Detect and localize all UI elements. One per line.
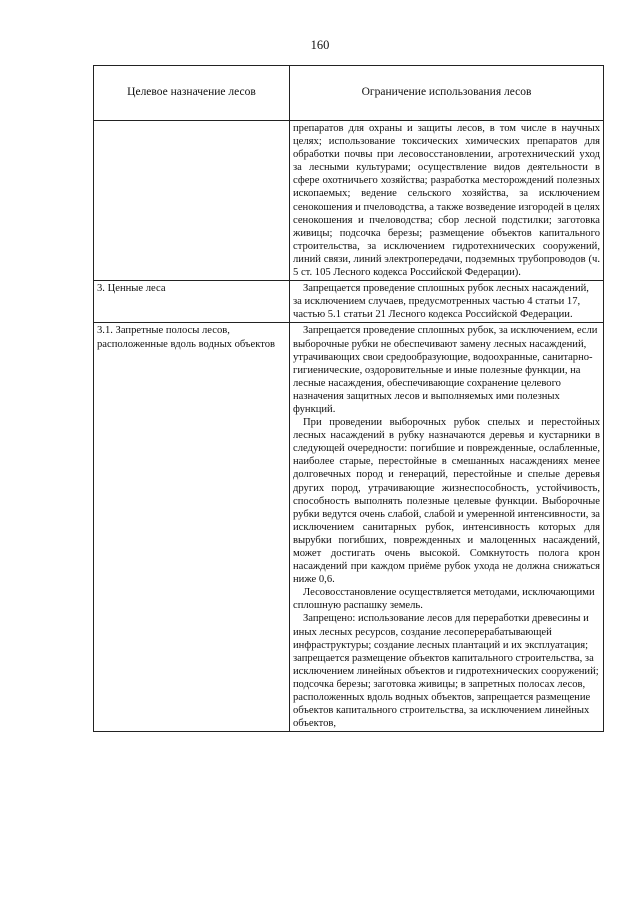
restriction-paragraph: Лесовосстановление осуществляется методами, исключающими сплошную распашку земель. [293,587,595,612]
forest-restrictions-table [93,65,604,732]
table-row [94,121,604,281]
restriction-cell [290,121,604,281]
restriction-paragraph: При проведении выборочных рубок спелых и перестойных лесных насаждений в рубку назначаются деревья и кустарники в следующей очередности: погибшие и поврежденные, ослабленные, наиболее старые, перестойные в смешанных насаждениях менее долговечных пород и генераций, перестойные и спелые деревья других пород, утрачивающие жизнеспособность, устойчивость, способность выполнять полезные целевые функции. Выборочные рубки ведутся очень слабой, слабой и умеренной интенсивности, за исключением санитарных рубок, интенсивность которых для вырубки погибших, поврежденных и малоценных насаждений, может достигать очень высокой. Сомкнутость полога крон насаждений при каждом приёме рубок ухода не должна снижаться ниже 0,6. [293,417,600,586]
purpose-cell [94,323,290,732]
page-number: 160 [310,38,330,52]
header-restrictions: Ограничение использования лесов [290,66,604,121]
header-purpose: Целевое назначение лесов [94,66,290,121]
restriction-paragraph: препаратов для охраны и защиты лесов, в том числе в научных целях; использование токсических химических препаратов для обработки почвы при лесовосстановлении, агротехнический уход за лесными культурами; осуществление видов деятельности в сфере охотничьего хозяйства; разработка месторождений полезных ископаемых; ведение сельского хозяйства, за исключением сенокошения и пчеловодства, а также возведение изгородей в целях сенокошения и пчеловодства; сбор лесной подстилки; заготовка живицы; подсочка березы; размещение объектов капитального строительства, за исключением гидротехнических сооружений, линий связи, линий электропередачи, подземных трубопроводов (ч. 5 ст. 105 Лесного кодекса Российской Федерации). [293,123,600,279]
restriction-cell [290,323,604,732]
table-row [94,281,604,323]
table-row [94,323,604,732]
purpose-cell: 3. Ценные леса [94,281,290,323]
purpose-cell [94,121,290,281]
restriction-paragraph: Запрещается проведение сплошных рубок лесных насаждений, за исключением случаев, предусмотренных частью 4 статьи 17, частью 5.1 статьи 21 Лесного кодекса Российской Федерации. [293,283,589,321]
restriction-paragraph: Запрещено: использование лесов для переработки древесины и иных лесных ресурсов, создание лесоперерабатывающей инфраструктуры; создание лесных плантаций и их эксплуатация; запрещается размещение объектов капитального строительства, за исключением линейных объектов и гидротехнических сооружений; подсочка березы; заготовка живицы; в запретных полосах лесов, расположенных вдоль водных объектов, запрещается размещение объектов капитального строительства, за исключением линейных объектов, [293,613,599,730]
restriction-paragraph: Запрещается проведение сплошных рубок, за исключением, если выборочные рубки не обеспечивают замену лесных насаждений, утрачивающих свои средообразующие, водоохранные, санитарно-гигиенические, оздоровительные и иные полезные функции, на лесные насаждения, обеспечивающие сохранение целевого назначения защитных лесов и выполняемых ими полезных функций. [293,325,598,415]
purpose-text: 3.1. Запретные полосы лесов, расположенные вдоль водных объектов [97,325,276,350]
restriction-cell [290,281,604,323]
table-header-row [94,66,604,121]
